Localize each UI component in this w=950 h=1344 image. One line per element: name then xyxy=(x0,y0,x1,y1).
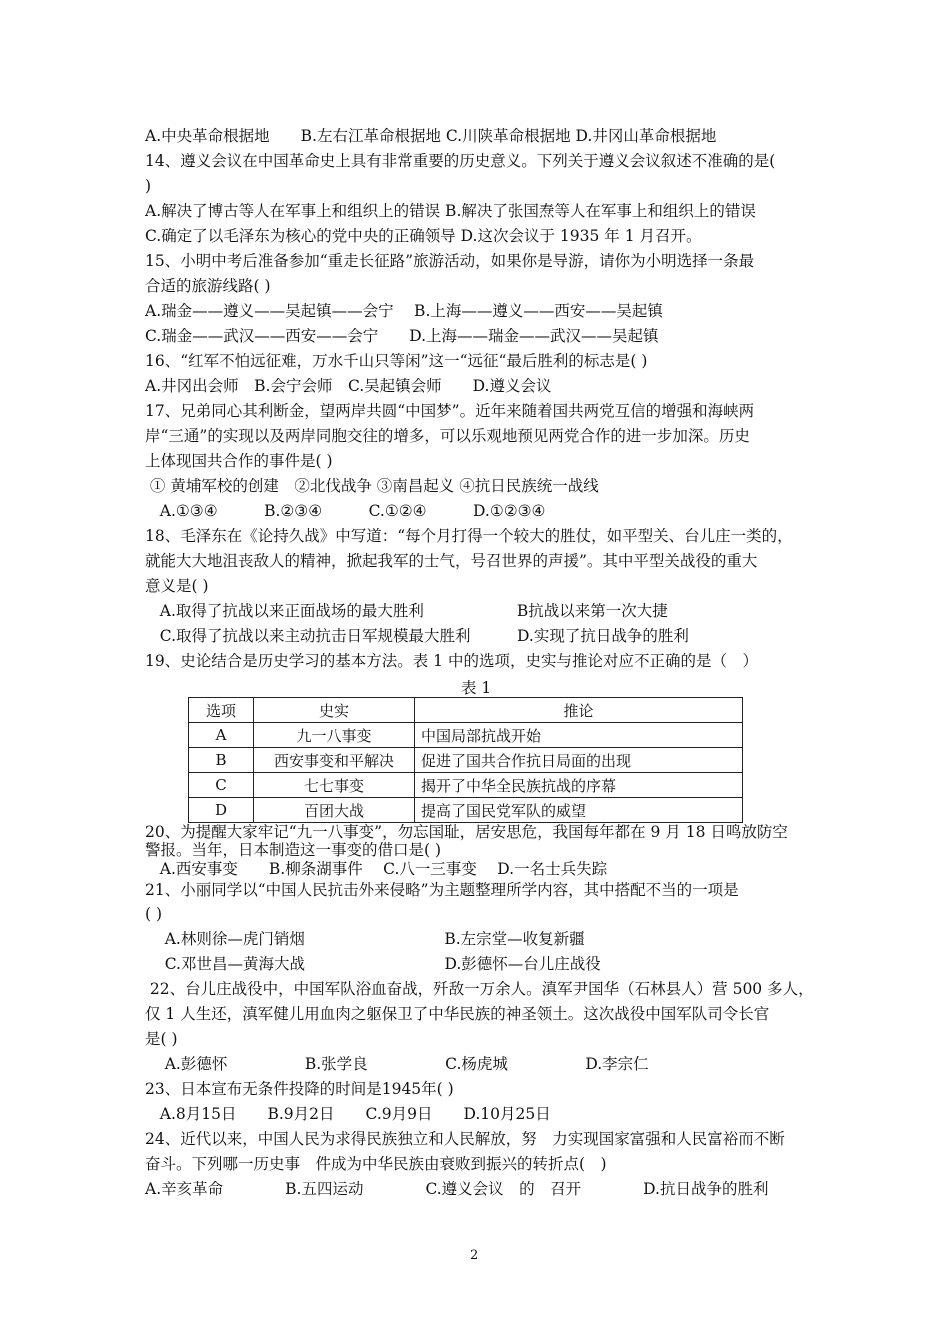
text-line: 19、史论结合是历史学习的基本方法。表 1 中的选项，史实与推论对应不正确的是（ ） xyxy=(145,652,758,670)
text-line: A.中央革命根据地 B.左右江革命根据地 C.川陕革命根据地 D.井冈山革命根据地 xyxy=(145,127,717,145)
table-header-cell: 史实 xyxy=(254,698,415,723)
text-line: 22、台儿庄战役中，中国军队浴血奋战，歼敌一万余人。滇军尹国华（石林县人）营 500 多人， xyxy=(145,980,814,998)
text-line: 21、小丽同学以“中国人民抗击外来侵略”为主题整理所学内容，其中搭配不当的一项是 xyxy=(145,881,739,899)
text-line: A.①③④ B.②③④ C.①②④ D.①②③④ xyxy=(145,502,546,520)
text-line: A.取得了抗战以来正面战场的最大胜利 B抗战以来第一次大捷 xyxy=(145,602,668,620)
text-line: C.确定了以毛泽东为核心的党中央的正确领导 D.这次会议于 1935 年 1 月召开。 xyxy=(145,227,702,245)
text-line: ① 黄埔军校的创建 ②北伐战争 ③南昌起义 ④抗日民族统一战线 xyxy=(145,477,599,495)
text-line: A.解决了博古等人在军事上和组织上的错误 B.解决了张国焘等人在军事上和组织上的错误 xyxy=(145,202,756,220)
text-line: A.西安事变 B.柳条湖事件 C.八一三事变 D.一名士兵失踪 xyxy=(145,860,608,878)
table-cell: 西安事变和平解决 xyxy=(254,748,415,773)
text-line: 意义是( ) xyxy=(145,577,209,595)
text-line: A.林则徐—虎门销烟 B.左宗堂—收复新疆 xyxy=(145,930,585,948)
table-header-cell: 选项 xyxy=(189,698,254,723)
text-line: 合适的旅游线路( ) xyxy=(145,277,271,295)
table-cell: 七七事变 xyxy=(254,773,415,798)
text-line: ) xyxy=(145,177,152,195)
table-cell: 揭开了中华全民族抗战的序幕 xyxy=(415,773,743,798)
text-line: C.取得了抗战以来主动抗击日军规模最大胜利 D.实现了抗日战争的胜利 xyxy=(145,627,689,645)
history-table xyxy=(188,697,743,823)
table-header-cell: 推论 xyxy=(415,698,743,723)
text-line: 14、遵义会议在中国革命史上具有非常重要的历史意义。下列关于遵义会议叙述不准确的是( xyxy=(145,152,776,170)
table-cell: 中国局部抗战开始 xyxy=(415,723,743,748)
text-line: 上体现国共合作的事件是( ) xyxy=(145,452,333,470)
table-caption: 表 1 xyxy=(461,679,492,697)
text-line: 17、兄弟同心其利断金，望两岸共圆“中国梦”。近年来随着国共两党互信的增强和海峡两 xyxy=(145,402,755,420)
text-line: 24、近代以来，中国人民为求得民族独立和人民解放，努 力实现国家富强和人民富裕而不断 xyxy=(145,1130,785,1148)
text-line: ( ) xyxy=(145,905,163,923)
table-cell: A xyxy=(189,723,254,748)
text-line: A.井冈出会师 B.会宁会师 C.吴起镇会师 D.遵义会议 xyxy=(145,377,552,395)
text-line: 15、小明中考后准备参加“重走长征路”旅游活动，如果你是导游，请你为小明选择一条最 xyxy=(145,252,755,270)
table-cell: 百团大战 xyxy=(254,798,415,823)
text-line: 20、为提醒大家牢记“九一八事变”，勿忘国耻，居安思危，我国每年都在 9 月 18 日鸣放防空 xyxy=(145,823,788,841)
table-cell: D xyxy=(189,798,254,823)
text-line: 警报。当年，日本制造这一事变的借口是( ) xyxy=(145,841,442,859)
text-line: C.瑞金——武汉——西安——会宁 D.上海——瑞金——武汉——吴起镇 xyxy=(145,327,659,345)
table-cell: B xyxy=(189,748,254,773)
table-cell: 九一八事变 xyxy=(254,723,415,748)
table-row xyxy=(189,798,743,823)
table-header-row xyxy=(189,698,743,723)
table-cell: 提高了国民党军队的威望 xyxy=(415,798,743,823)
page-number: 2 xyxy=(470,1248,479,1263)
text-line: 是( ) xyxy=(145,1030,178,1048)
table-row xyxy=(189,723,743,748)
text-line: 18、毛泽东在《论持久战》中写道：“每个月打得一个较大的胜仗，如平型关、台儿庄一类的， xyxy=(145,527,793,545)
table-row xyxy=(189,748,743,773)
text-line: 岸“三通”的实现以及两岸同胞交往的增多，可以乐观地预见两党合作的进一步加深。历史 xyxy=(145,427,750,445)
text-line: 23、日本宣布无条件投降的时间是1945年( ) xyxy=(145,1080,454,1098)
table-cell: 促进了国共合作抗日局面的出现 xyxy=(415,748,743,773)
text-line: A.彭德怀 B.张学良 C.杨虎城 D.李宗仁 xyxy=(145,1055,649,1073)
text-line: 奋斗。下列哪一历史事 件成为中华民族由衰败到振兴的转折点( ) xyxy=(145,1155,607,1173)
text-line: C.邓世昌—黄海大战 D.彭德怀—台儿庄战役 xyxy=(145,955,601,973)
table-cell: C xyxy=(189,773,254,798)
text-line: A.辛亥革命 B.五四运动 C.遵义会议 的 召开 D.抗日战争的胜利 xyxy=(145,1180,769,1198)
text-line: 16、“红军不怕远征难，万水千山只等闲”这一“远征“最后胜利的标志是( ) xyxy=(145,352,648,370)
text-line: 仅 1 人生还，滇军健儿用血肉之躯保卫了中华民族的神圣领土。这次战役中国军队司令长官 xyxy=(145,1005,770,1023)
text-line: A.瑞金——遵义——吴起镇——会宁 B.上海——遵义——西安——吴起镇 xyxy=(145,302,663,320)
table-row xyxy=(189,773,743,798)
text-line: A.8月15日 B.9月2日 C.9月9日 D.10月25日 xyxy=(145,1105,551,1123)
text-line: 就能大大地沮丧敌人的精神，掀起我军的士气，号召世界的声援”。其中平型关战役的重大 xyxy=(145,552,758,570)
